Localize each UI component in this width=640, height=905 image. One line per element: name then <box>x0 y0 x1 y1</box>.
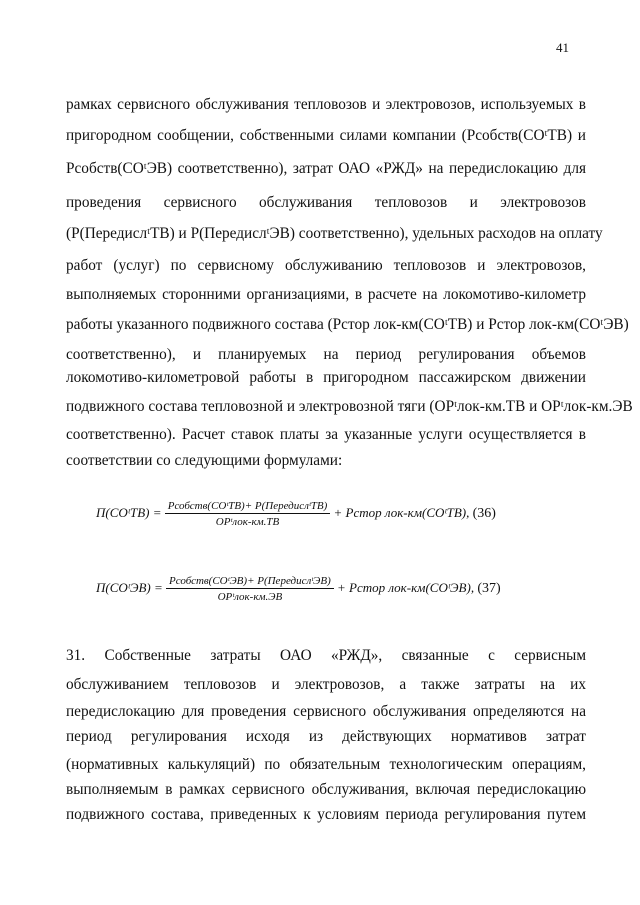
text-line: 31. Собственные затраты ОАО «РЖД», связанные с сервисным <box>66 647 586 664</box>
formula-37 <box>96 575 501 603</box>
text-line: Pсобств(COᵗЭВ) соответственно), затрат ОАО «РЖД» на передислокацию для <box>66 160 586 177</box>
formula-fraction <box>165 500 331 528</box>
equation-number: (36) <box>472 505 496 521</box>
page-number: 41 <box>556 40 569 55</box>
text-line: передислокацию для проведения сервисного обслуживания определяются на <box>66 703 586 720</box>
text-line: обслуживанием тепловозов и электровозов, а также затраты на их <box>66 676 586 693</box>
text-line: рамках сервисного обслуживания тепловозов и электровозов, используемых в <box>66 96 586 113</box>
formula-numerator: Pсобств(COᵗТВ)+ P(ПередислᵗТВ) <box>165 500 331 514</box>
formula-fraction <box>166 575 334 603</box>
formula-36 <box>96 500 496 528</box>
text-line: работы указанного подвижного состава (Pстор лок-км(COᵗТВ) и Pстор лок-км(COᵗЭВ) <box>66 316 629 333</box>
text-line: соответствии со следующими формулами: <box>66 452 343 469</box>
text-line: проведения сервисного обслуживания тепловозов и электровозов <box>66 194 586 211</box>
text-line: соответственно), и планируемых на период регулирования объемов <box>66 346 586 363</box>
formula-denominator: OPᵗлок-км.ЭВ <box>217 591 283 603</box>
formula-tail: + Pстор лок-км(COᵗЭВ), <box>336 579 475 595</box>
formula-lhs: П(COᵗТВ) = <box>96 504 162 520</box>
text-line: подвижного состава тепловозной и электровозной тяги (OPᵗлок-км.ТВ и OPᵗлок-км.ЭВ <box>66 398 633 415</box>
text-line: (нормативных калькуляций) по обязательным технологическим операциям, <box>66 756 586 773</box>
text-line: пригородном сообщении, собственными силами компании (Pсобств(COᵗТВ) и <box>66 127 586 144</box>
text-line: период регулирования исходя из действующих нормативов затрат <box>66 728 586 745</box>
text-line: соответственно). Расчет ставок платы за указанные услуги осуществляется в <box>66 426 586 443</box>
text-line: работ (услуг) по сервисному обслуживанию тепловозов и электровозов, <box>66 257 586 274</box>
text-line: выполняемым в рамках сервисного обслуживания, включая передислокацию <box>66 781 586 798</box>
text-line: (P(ПередислᵗТВ) и P(ПередислᵗЭВ) соответственно), удельных расходов на оплату <box>66 225 603 242</box>
equation-number: (37) <box>477 580 501 596</box>
formula-lhs: П(COᵗЭВ) = <box>96 579 163 595</box>
text-line: подвижного состава, приведенных к условиям периода регулирования путем <box>66 806 586 823</box>
formula-denominator: OPᵗлок-км.ТВ <box>215 516 280 528</box>
formula-tail: + Pстор лок-км(COᵗТВ), <box>333 504 470 520</box>
text-line: выполняемых сторонними организациями, в расчете на локомотиво-километр <box>66 286 586 303</box>
text-line: локомотиво-километровой работы в пригородном пассажирском движении <box>66 369 586 386</box>
formula-numerator: Pсобств(COᵗЭВ)+ P(ПередислᵗЭВ) <box>166 575 334 589</box>
